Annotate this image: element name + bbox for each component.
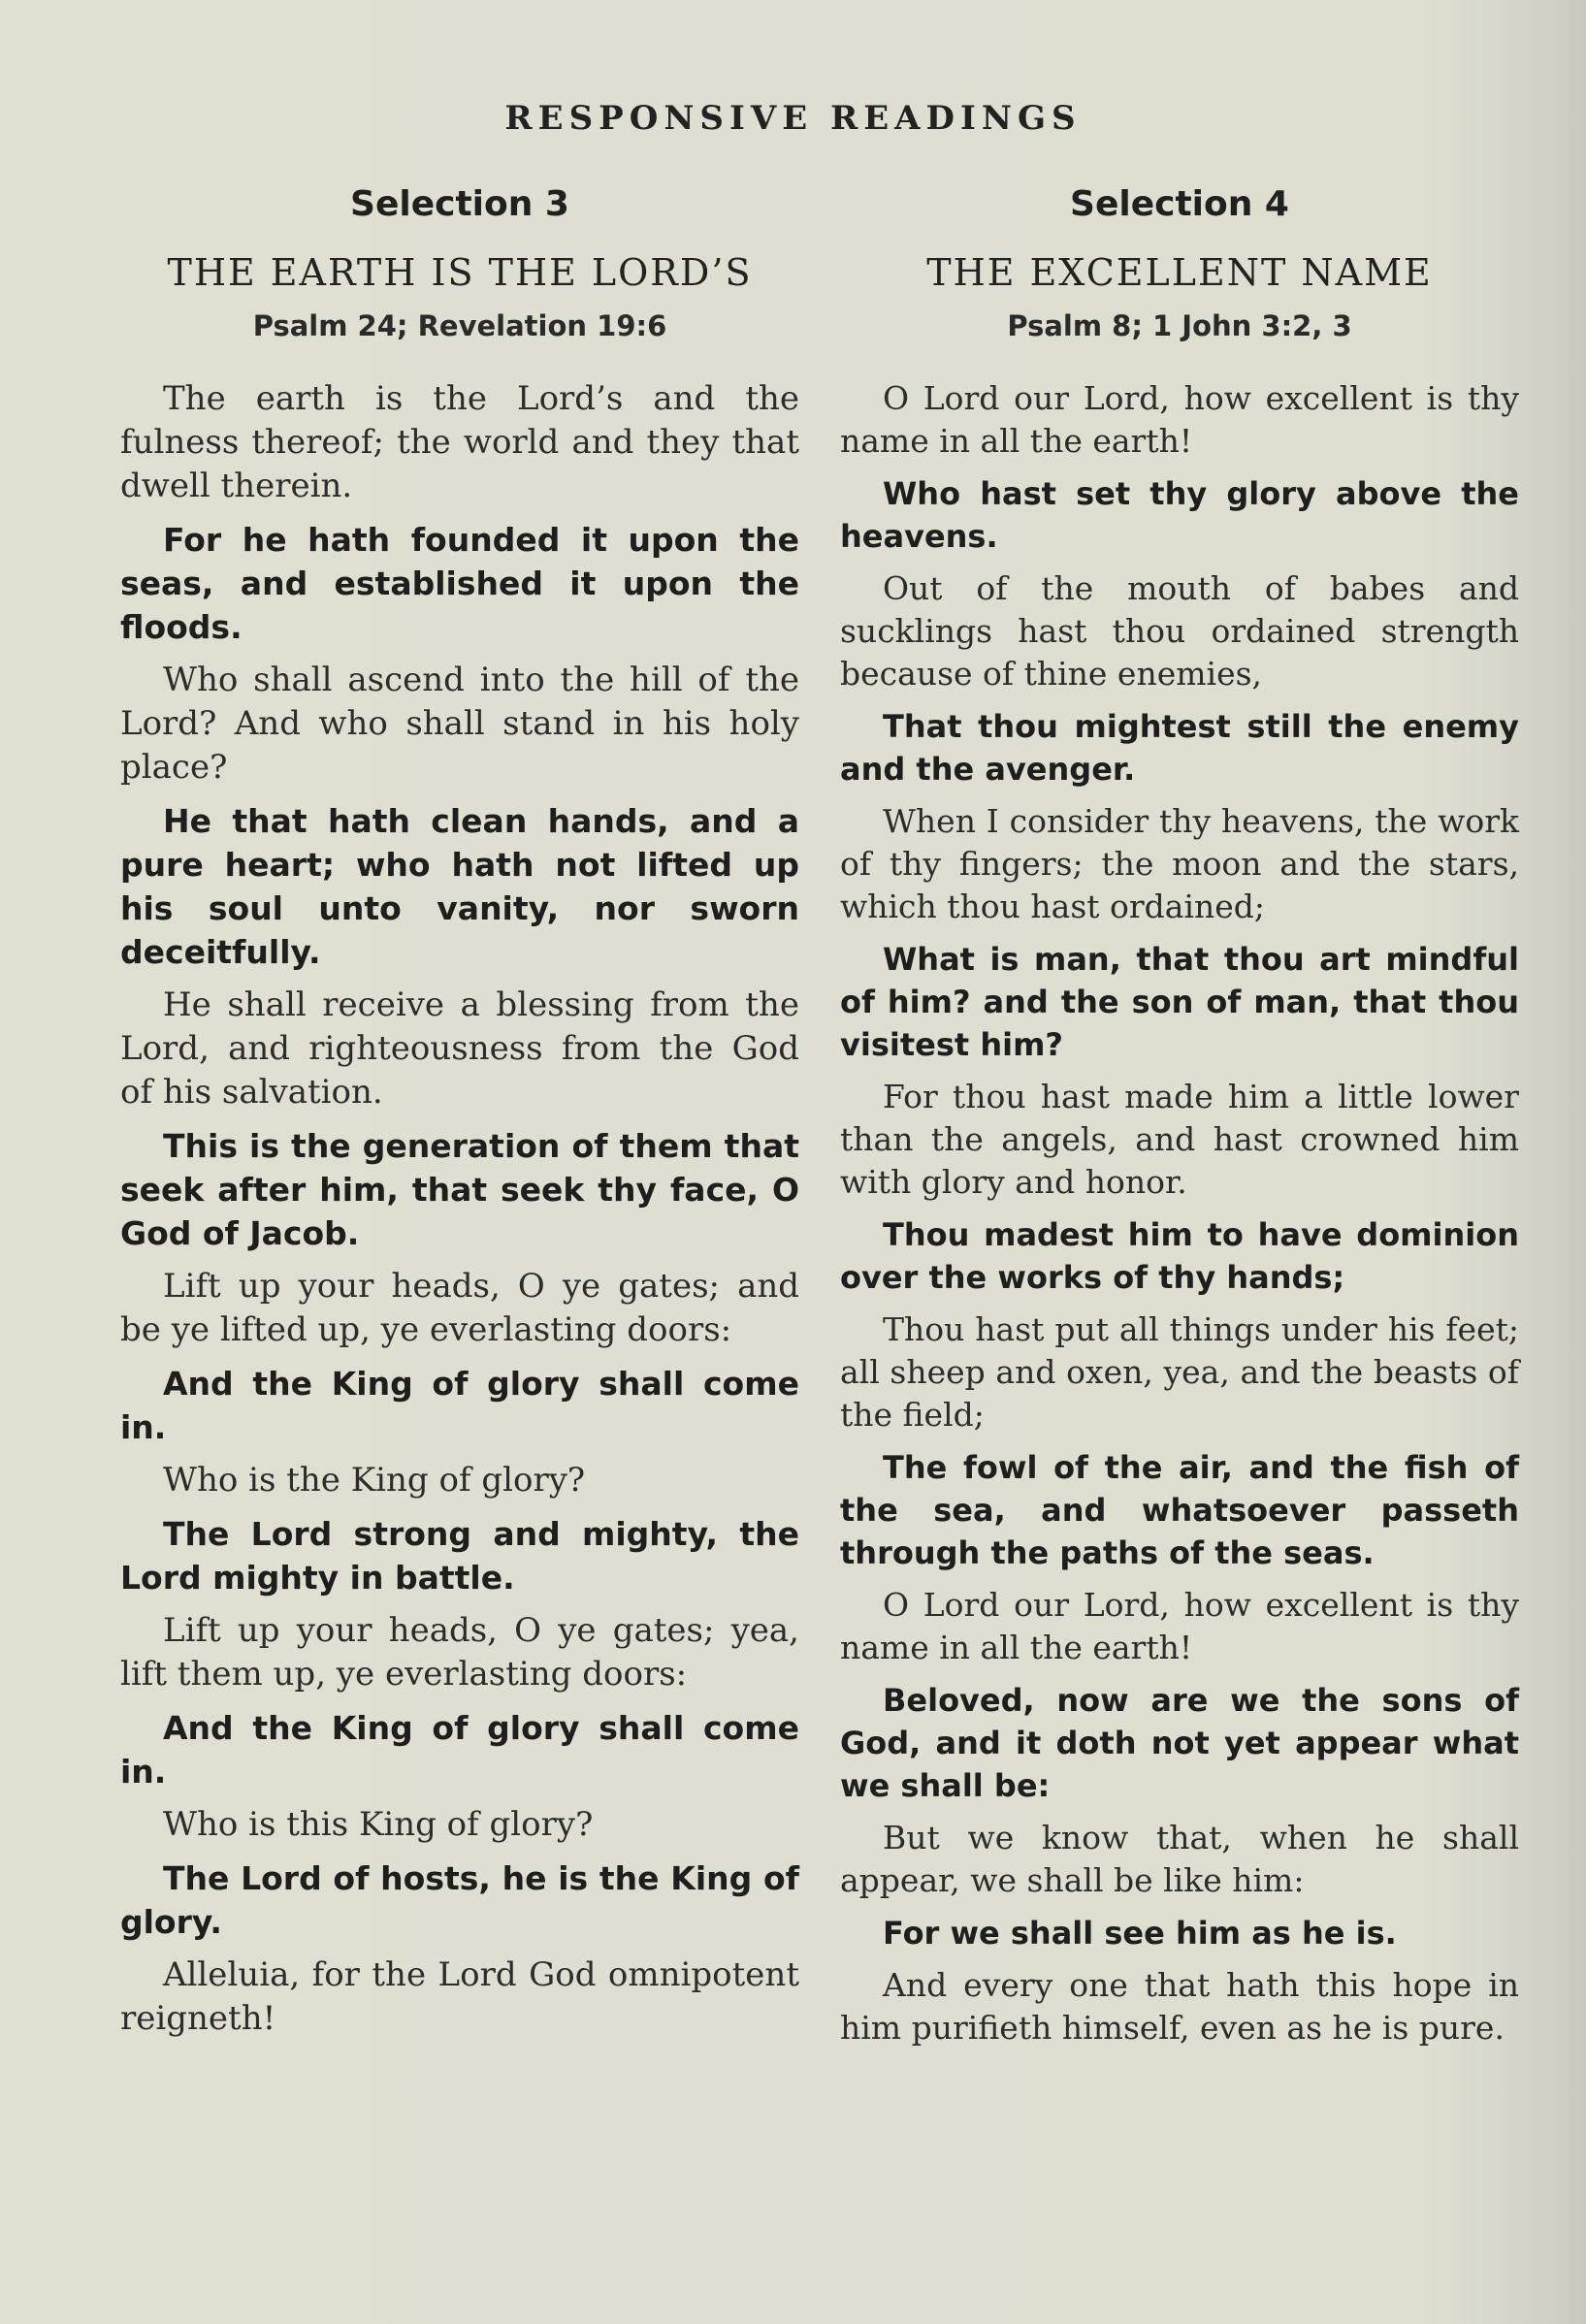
verse: For thou hast made him a little lower than the angels, and hast crowned him with glory and honor. bbox=[840, 1078, 1519, 1201]
response-verse: The fowl of the air, and the fish of the sea, and whatsoever passeth through the paths of the seas. bbox=[840, 1449, 1519, 1571]
response-verse: And the King of glory shall come in. bbox=[120, 1709, 799, 1791]
verse: He shall receive a blessing from the Lord, and righteousness from the God of his salvation. bbox=[120, 985, 799, 1112]
reading-list bbox=[120, 377, 799, 2041]
response-verse: This is the generation of them that seek after him, that seek thy face, O God of Jacob. bbox=[120, 1127, 799, 1252]
response-verse: That thou mightest still the enemy and the avenger. bbox=[840, 708, 1519, 788]
response-verse: He that hath clean hands, and a pure heart; who hath not lifted up his soul unto vanity, nor sworn deceitfully. bbox=[120, 802, 799, 971]
selection-title: THE EARTH IS THE LORD’S bbox=[167, 251, 753, 294]
page-header: RESPONSIVE READINGS bbox=[504, 99, 1082, 138]
selection-number: Selection 3 bbox=[350, 184, 569, 224]
selection-title: THE EXCELLENT NAME bbox=[926, 251, 1433, 294]
verse: But we know that, when he shall appear, we shall be like him: bbox=[840, 1819, 1519, 1899]
verse: The earth is the Lord’s and the fulness thereof; the world and they that dwell therein. bbox=[120, 379, 799, 505]
response-verse: Thou madest him to have dominion over the works of thy hands; bbox=[840, 1216, 1519, 1296]
verse: Out of the mouth of babes and sucklings hast thou ordained strength because of thine enemies, bbox=[840, 569, 1519, 693]
verse: Who shall ascend into the hill of the Lord? And who shall stand in his holy place? bbox=[120, 661, 799, 787]
verse: O Lord our Lord, how excellent is thy name in all the earth! bbox=[840, 1586, 1519, 1666]
selection-number: Selection 4 bbox=[1070, 184, 1289, 224]
verse: Lift up your heads, O ye gates; and be ye lifted up, ye everlasting doors: bbox=[120, 1267, 799, 1349]
response-verse: Beloved, now are we the sons of God, and it doth not yet appear what we shall be: bbox=[840, 1682, 1519, 1804]
verse: And every one that hath this hope in him purifieth himself, even as he is pure. bbox=[840, 1966, 1519, 2047]
verse: Who is the King of glory? bbox=[163, 1461, 586, 1500]
scripture-reference: Psalm 8; 1 John 3:2, 3 bbox=[1007, 309, 1352, 342]
response-verse: The Lord strong and mighty, the Lord mighty in battle. bbox=[120, 1515, 799, 1597]
response-verse: Who hast set thy glory above the heavens. bbox=[840, 475, 1519, 555]
scripture-reference: Psalm 24; Revelation 19:6 bbox=[252, 309, 667, 342]
verse: Thou hast put all things under his feet; all sheep and oxen, yea, and the beasts of the field; bbox=[840, 1310, 1519, 1434]
response-verse: For we shall see him as he is. bbox=[883, 1915, 1397, 1952]
response-verse: What is man, that thou art mindful of him? and the son of man, that thou visitest him? bbox=[840, 941, 1519, 1063]
response-verse: For he hath founded it upon the seas, and established it upon the floods. bbox=[120, 521, 799, 646]
verse: Who is this King of glory? bbox=[163, 1805, 594, 1844]
selection-4-column bbox=[840, 184, 1519, 2059]
verse: Lift up your heads, O ye gates; yea, lift them up, ye everlasting doors: bbox=[120, 1611, 799, 1694]
verse: O Lord our Lord, how excellent is thy name in all the earth! bbox=[840, 379, 1519, 460]
verse: Alleluia, for the Lord God omnipotent reigneth! bbox=[120, 1955, 799, 2038]
response-verse: And the King of glory shall come in. bbox=[120, 1365, 799, 1446]
reading-list bbox=[840, 377, 1519, 2050]
selection-3-column bbox=[120, 184, 799, 2050]
verse: When I consider thy heavens, the work of thy fingers; the moon and the stars, which thou hast ordained; bbox=[840, 802, 1519, 925]
response-verse: The Lord of hosts, he is the King of glory. bbox=[120, 1859, 799, 1941]
